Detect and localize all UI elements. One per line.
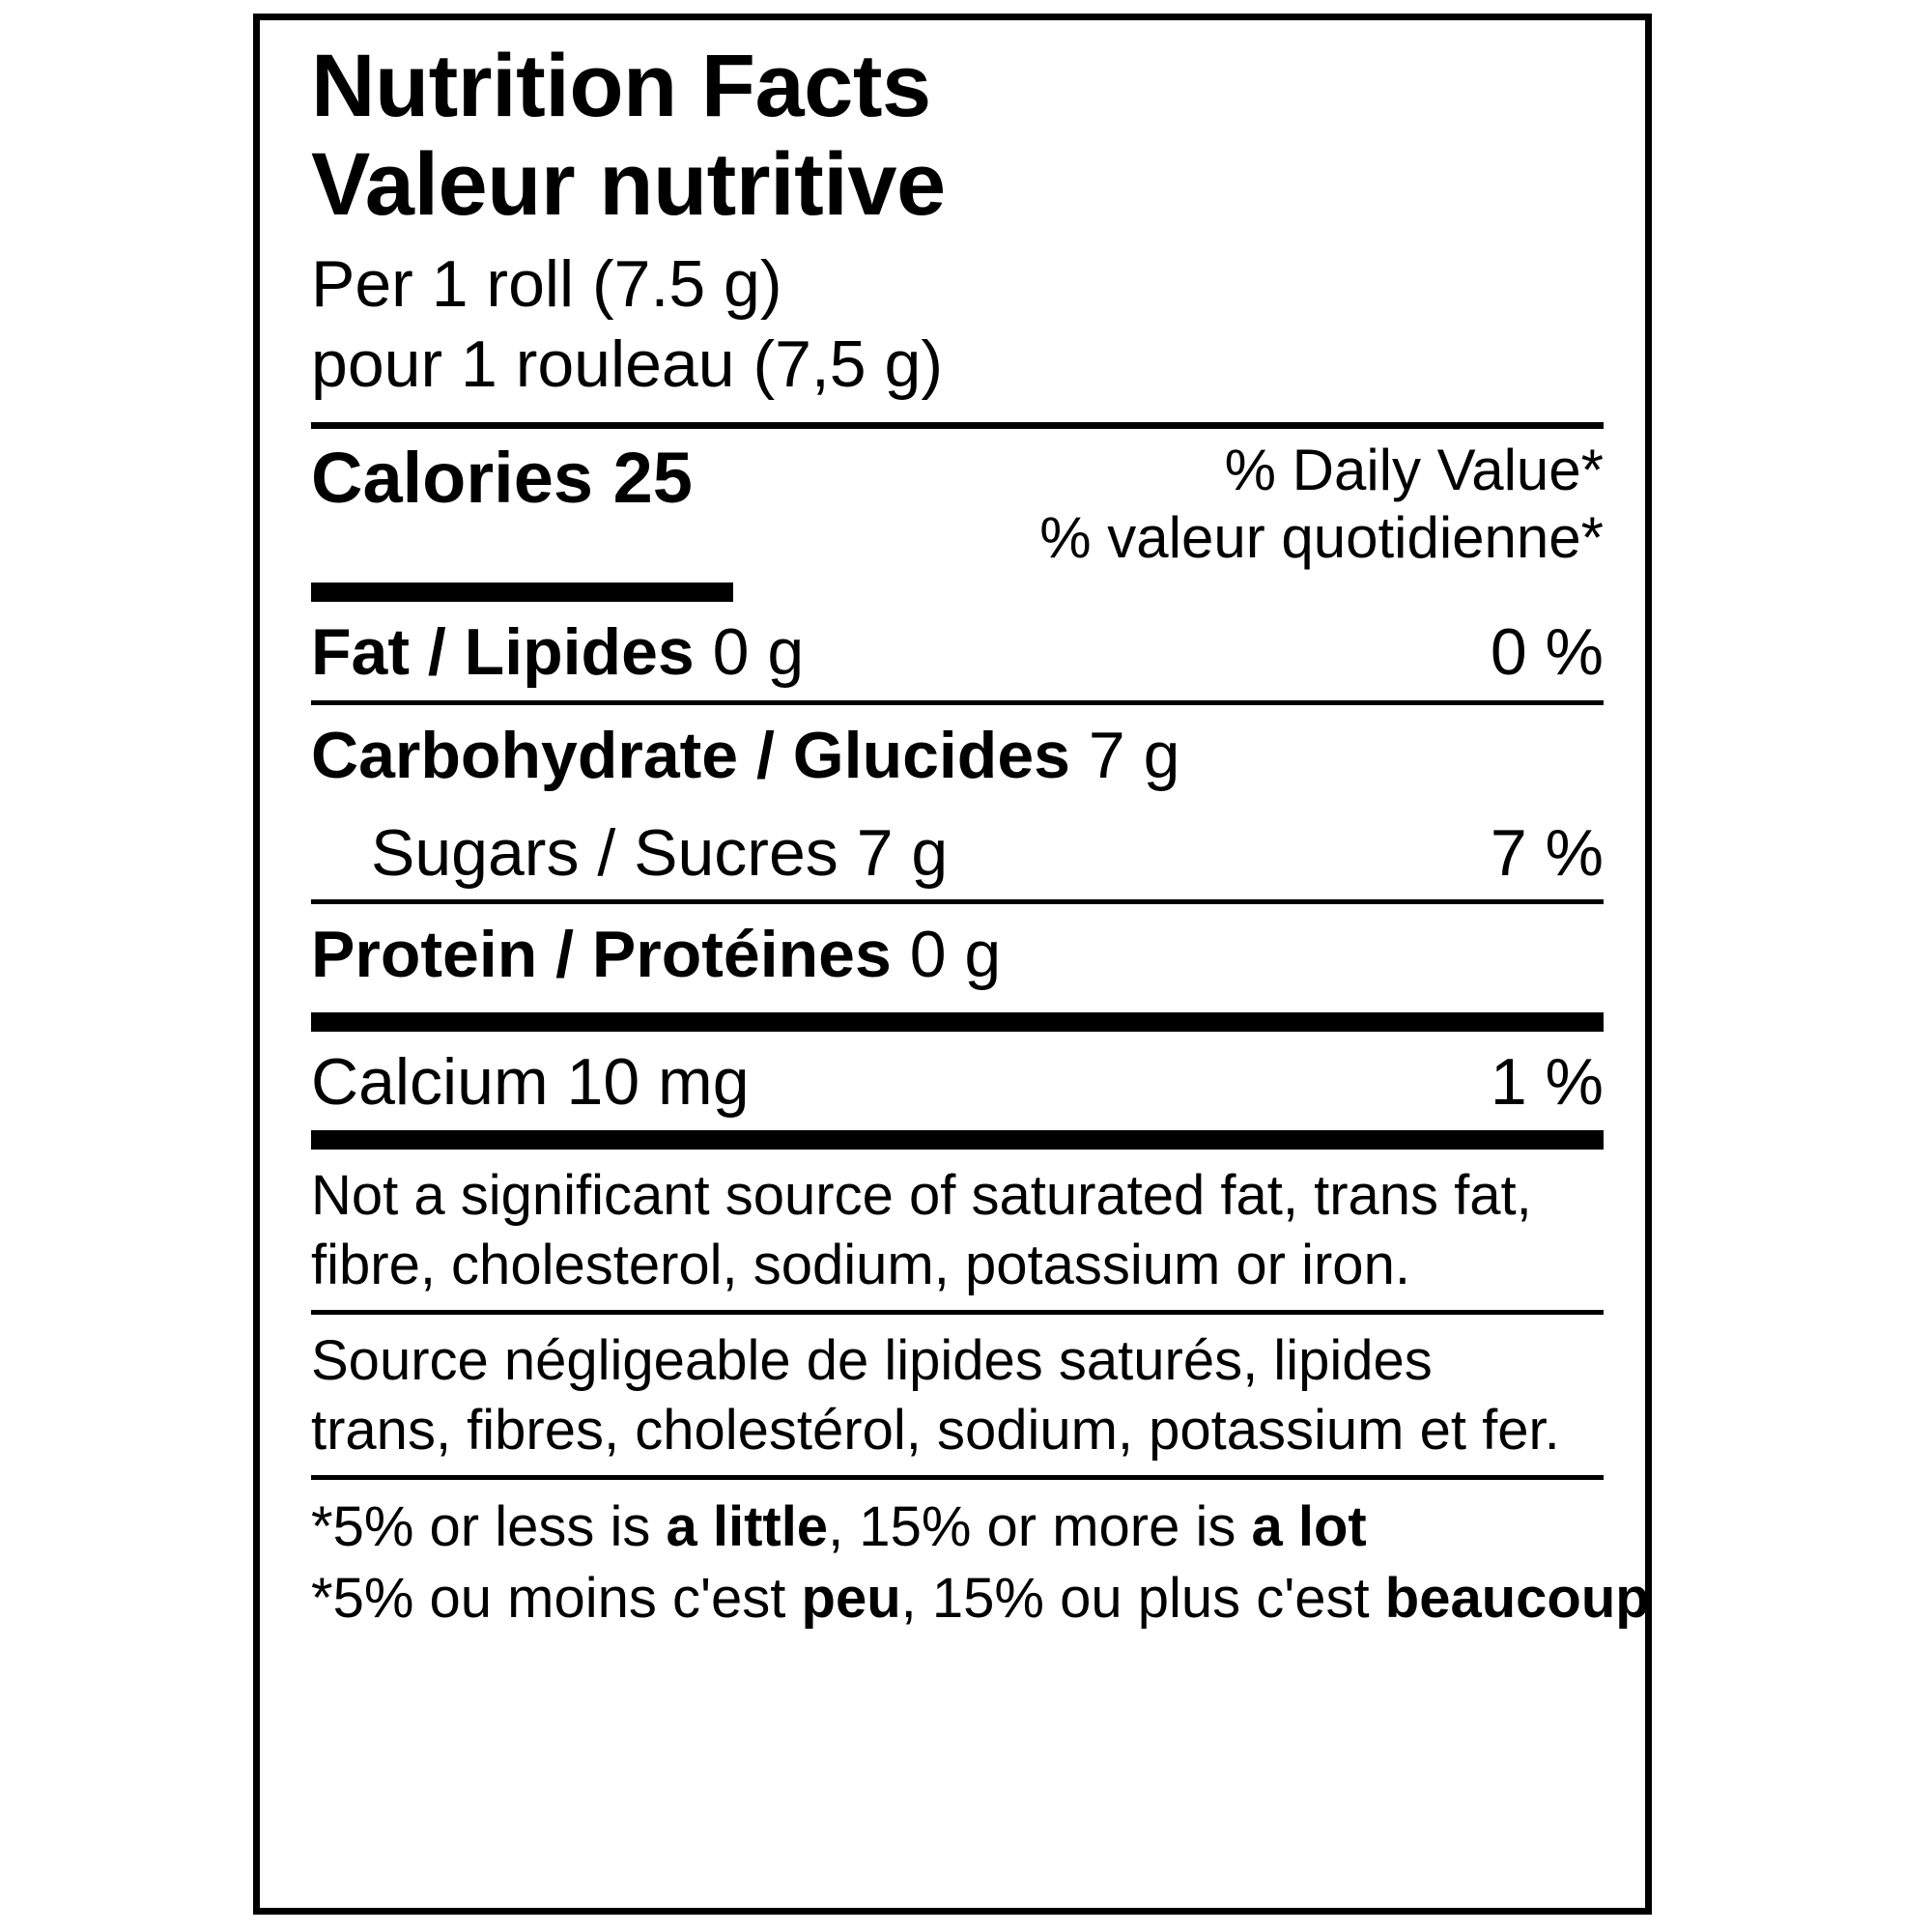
table-row-calcium [311,1032,1604,1130]
table-row-sugars [311,805,1604,899]
legend-english-a-lot: a lot [1251,1494,1367,1558]
nutrient-dv-fat: 0 % [1490,615,1604,690]
legend-english [311,1492,1604,1563]
nutrient-dv-calcium: 1 % [1490,1045,1604,1120]
calories-label: Calories 25 [311,437,693,518]
daily-value-header-english: % Daily Value* [1224,437,1604,502]
title-english: Nutrition Facts [311,37,931,135]
rule-below-protein [311,1012,1604,1032]
calories-underline [311,582,733,602]
nutrient-name-protein: Protein / Protéines [311,917,892,991]
footnote-french-line-2: trans, fibres, cholestérol, sodium, potassium et fer. [311,1399,1560,1463]
footnote-english-line-2: fibre, cholesterol, sodium, potassium or iron. [311,1234,1410,1297]
nutrient-amount-carbohydrate: 7 g [1088,719,1180,793]
serving-size-english: Per 1 roll (7.5 g) [311,246,782,321]
daily-value-header [1039,437,1604,574]
table-row-fat [311,602,1604,700]
nutrient-amount-fat: 0 g [712,615,805,690]
rule-below-calcium [311,1130,1604,1150]
nutrient-amount-sugars: 7 g [856,815,949,890]
legend-english-a-little: a little [666,1494,829,1558]
nutrient-dv-sugars: 7 % [1490,815,1604,890]
legend-french-part-2: , 15% ou plus c'est [900,1567,1385,1631]
daily-value-header-french: % valeur quotidienne* [1039,505,1604,571]
rule-below-serving [311,422,1604,429]
nutrient-amount-protein: 0 g [909,917,1002,991]
footnote-french [311,1315,1604,1475]
calories-underline-wrap [311,573,1604,602]
nutrient-name-carbohydrate: Carbohydrate / Glucides [311,719,1070,793]
legend [311,1480,1650,1634]
legend-english-part-2: , 15% or more is [828,1494,1252,1558]
footnote-english-line-1: Not a significant source of saturated fat, trans fat, [311,1164,1532,1228]
table-row-protein [311,904,1604,1003]
legend-french-beaucoup: beaucoup [1384,1567,1650,1631]
footnote-french-line-1: Source négligeable de lipides saturés, lipides [311,1329,1433,1393]
nutrition-facts-content [311,37,1650,1634]
nutrition-facts-panel [253,14,1652,1915]
legend-french-peu: peu [801,1567,901,1631]
table-row-carbohydrate [311,705,1604,804]
nutrient-name-sugars: Sugars / Sucres [371,815,838,890]
calories-block [311,437,1604,574]
footnote-english [311,1150,1604,1310]
nutrient-name-calcium: Calcium [311,1045,549,1120]
title-french: Valeur nutritive [311,134,946,234]
nutrient-name-fat: Fat / Lipides [311,615,695,690]
legend-english-part-1: *5% or less is [311,1494,667,1558]
nutrient-amount-calcium: 10 mg [566,1045,750,1120]
legend-french [311,1563,1650,1634]
serving-size-french: pour 1 rouleau (7,5 g) [311,327,943,401]
legend-french-part-1: *5% ou moins c'est [311,1567,802,1631]
